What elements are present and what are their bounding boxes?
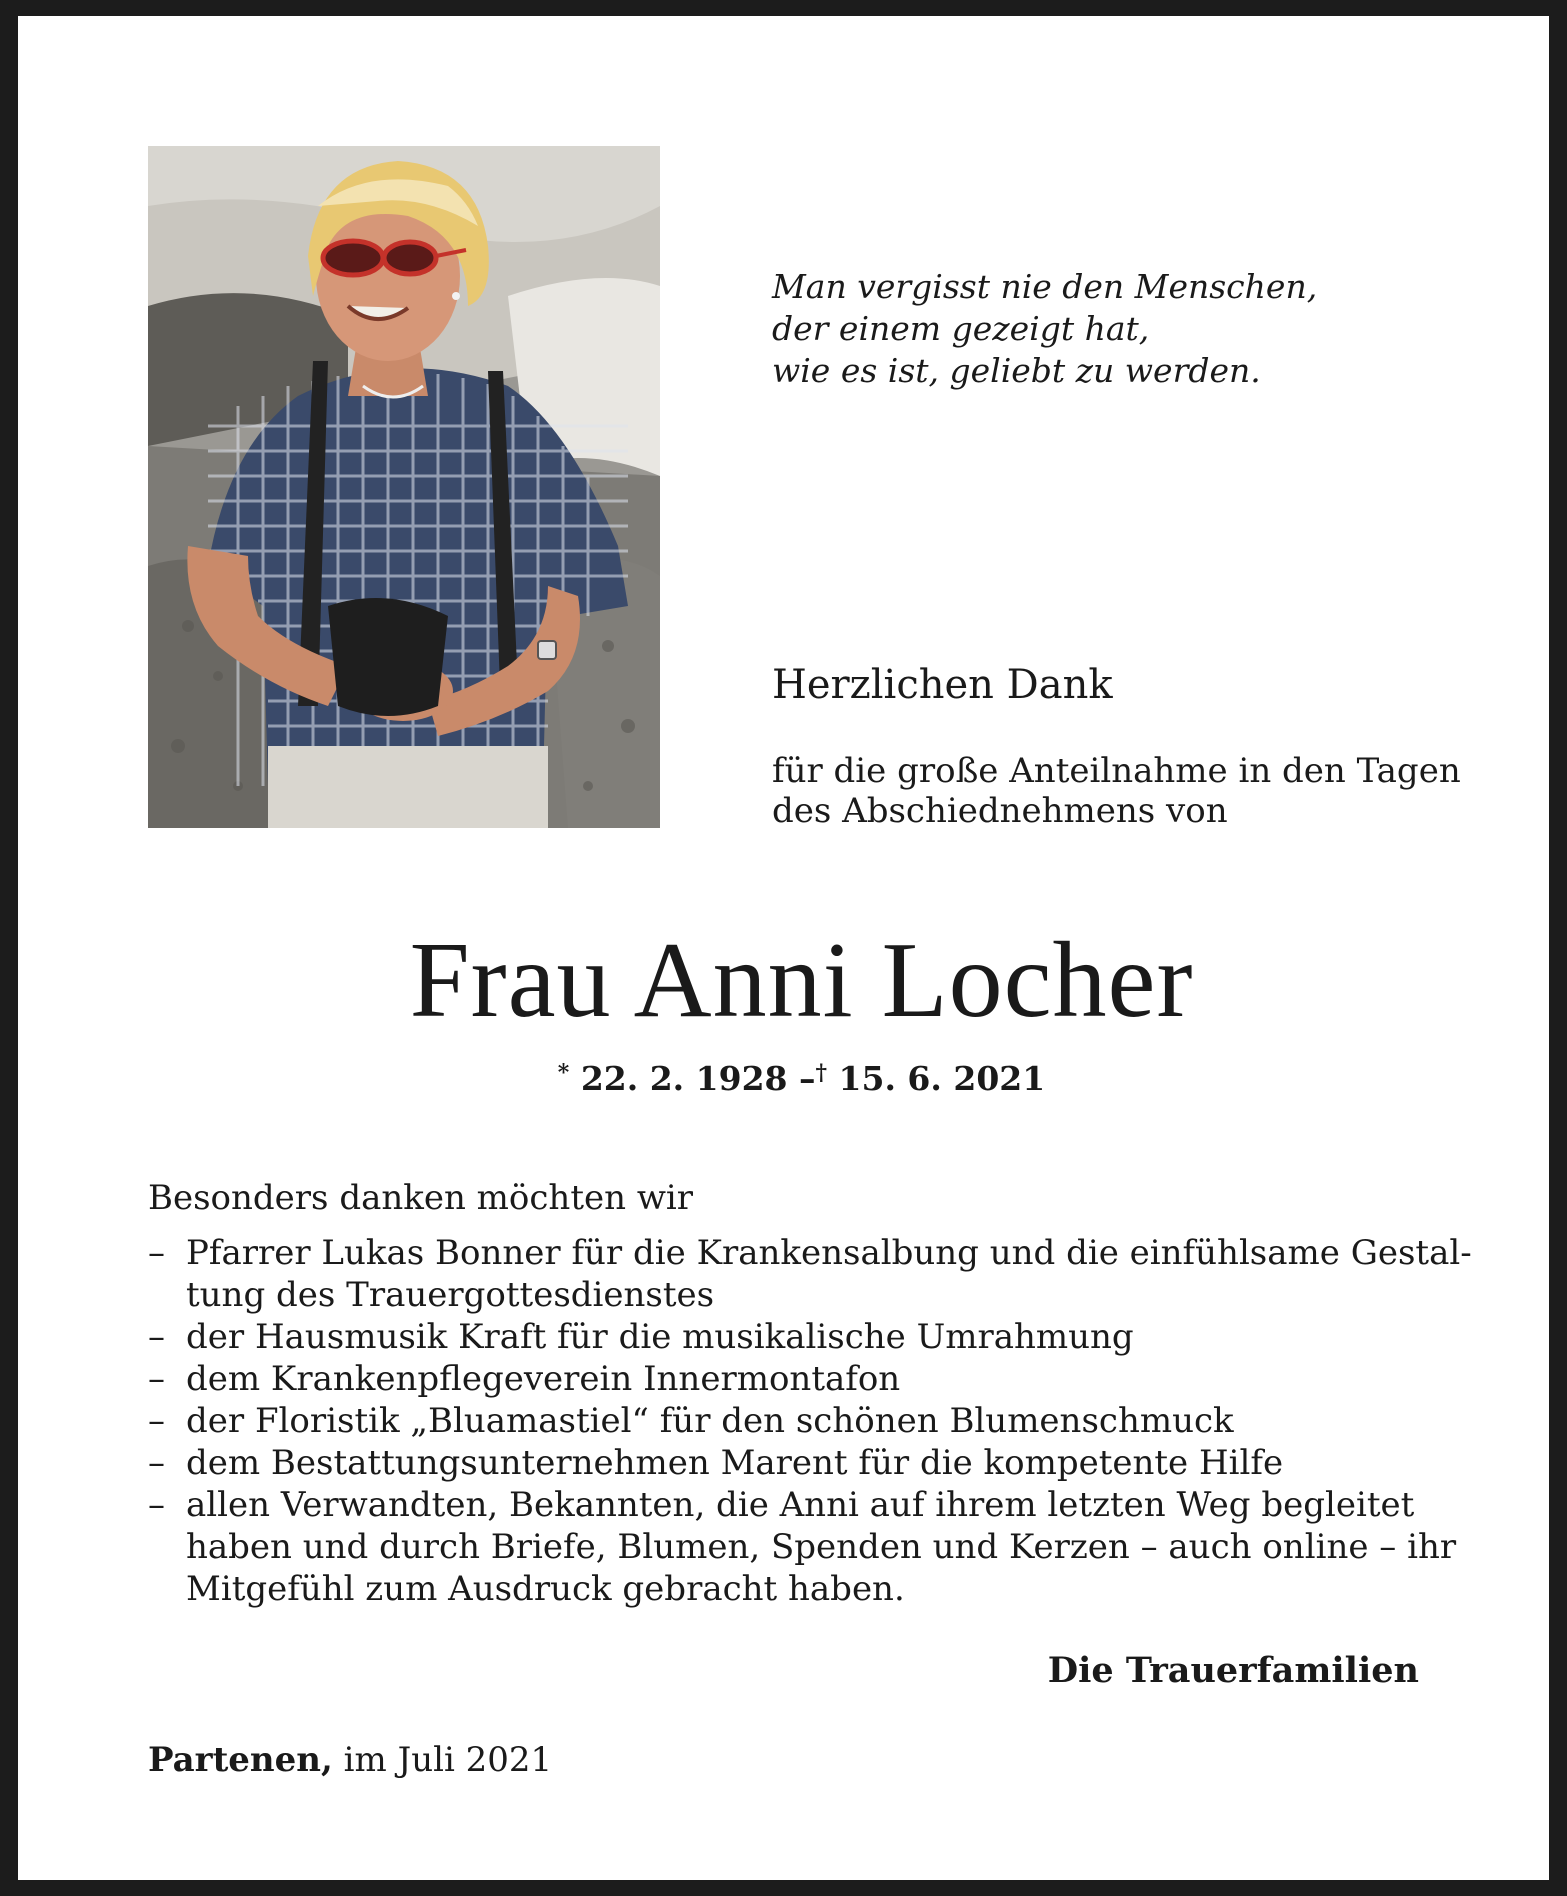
list-item	[148, 1484, 1458, 1610]
list-dash: –	[148, 1443, 165, 1483]
list-item	[148, 1316, 1458, 1358]
death-symbol: †	[815, 1060, 828, 1086]
list-item	[148, 1400, 1458, 1442]
deceased-name: Frau Anni Locher	[409, 921, 1194, 1040]
thanks-line: für die große Anteilnahme in den Tagen	[772, 751, 1461, 791]
thanks-title: Herzlichen Dank	[772, 662, 1113, 708]
life-dates	[18, 1052, 1567, 1100]
list-item	[148, 1442, 1458, 1484]
memorial-quote	[772, 266, 1472, 392]
place-name: Partenen,	[148, 1740, 333, 1780]
acknowledgements-list	[148, 1232, 1472, 1610]
list-dash: –	[148, 1401, 165, 1441]
list-item-line: der Hausmusik Kraft für die musikalische Umrahmung	[186, 1317, 1134, 1357]
list-item-line: haben und durch Briefe, Blumen, Spenden und Kerzen – auch online – ihr	[186, 1527, 1457, 1567]
date-separator: –	[799, 1059, 816, 1098]
quote-line: der einem gezeigt hat,	[772, 309, 1150, 348]
list-item	[148, 1232, 1472, 1316]
list-dash: –	[148, 1233, 165, 1273]
list-dash: –	[148, 1317, 165, 1357]
place-date: im Juli 2021	[343, 1740, 553, 1780]
list-item-line: der Floristik „Bluamastiel“ für den schönen Blumenschmuck	[186, 1401, 1234, 1441]
death-date: 15. 6. 2021	[838, 1059, 1046, 1098]
place-and-date	[148, 1738, 552, 1782]
list-item-line: allen Verwandten, Bekannten, die Anni auf ihrem letzten Weg begleitet	[186, 1485, 1415, 1525]
acknowledgements-intro: Besonders danken möchten wir	[148, 1178, 694, 1218]
quote-line: wie es ist, geliebt zu werden.	[772, 351, 1261, 390]
portrait-photo	[148, 146, 660, 828]
list-item	[148, 1358, 1458, 1400]
list-dash: –	[148, 1485, 165, 1525]
list-item-line: Pfarrer Lukas Bonner für die Krankensalbung und die einfühlsame Gestal-	[186, 1233, 1472, 1273]
list-item-line: dem Bestattungsunternehmen Marent für die kompetente Hilfe	[186, 1443, 1284, 1483]
list-item-line: dem Krankenpflegeverein Innermontafon	[186, 1359, 901, 1399]
list-item-line: Mitgefühl zum Ausdruck gebracht haben.	[186, 1569, 905, 1609]
birth-date: 22. 2. 1928	[580, 1059, 788, 1098]
quote-line: Man vergisst nie den Menschen,	[772, 267, 1318, 306]
list-item-line: tung des Trauergottesdienstes	[186, 1275, 715, 1315]
list-dash: –	[148, 1359, 165, 1399]
birth-symbol: *	[557, 1060, 570, 1086]
signature: Die Trauerfamilien	[1047, 1650, 1419, 1691]
thanks-text	[772, 751, 1492, 831]
thanks-line: des Abschiednehmens von	[772, 791, 1228, 831]
